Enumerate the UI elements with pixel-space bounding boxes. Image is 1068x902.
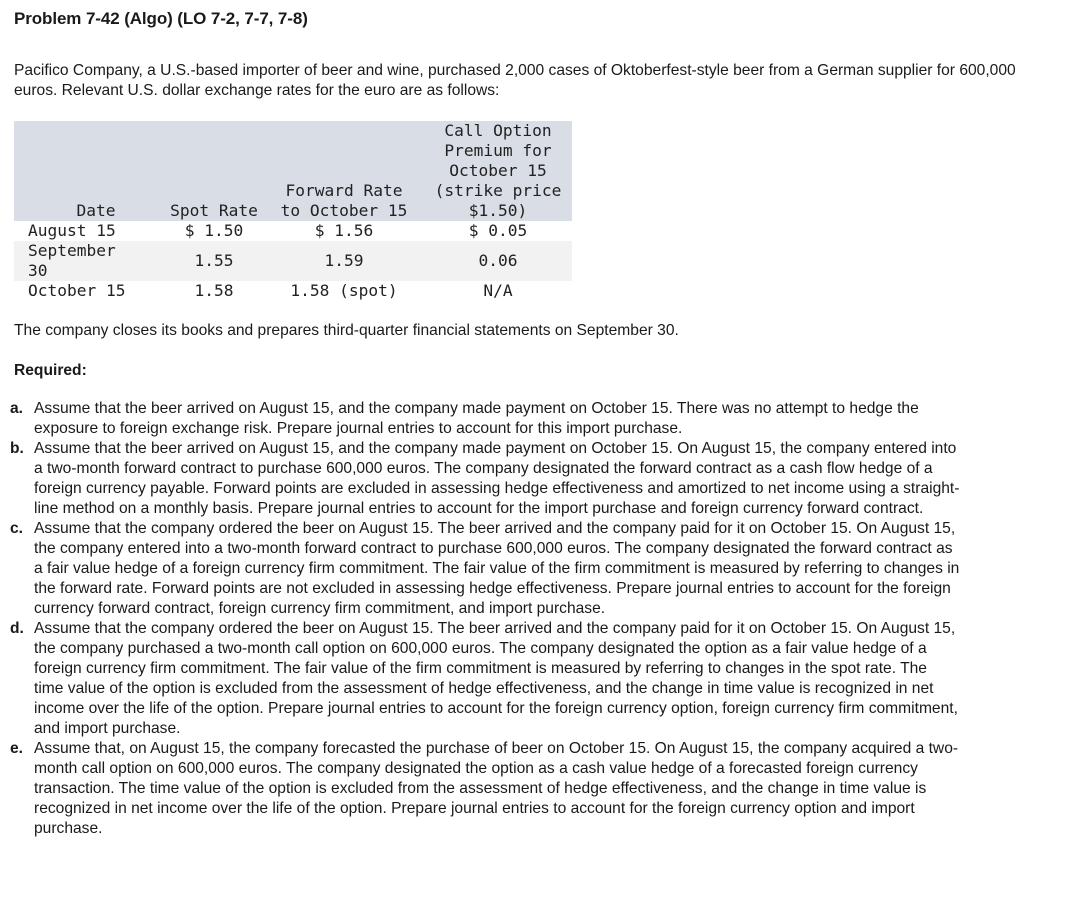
requirement-a [10, 399, 960, 439]
requirement-text: Assume that the beer arrived on August 15, and the company made payment on October 15. On August 15, the company entered into a two-month forward contract to purchase 600,000 euros. The company designated the forward contract as a cash flow hedge of a foreign currency payable. Forward points are excluded in assessing hedge effectiveness and amortized to net income using a straight-line method on a monthly basis. Prepare journal entries to account for the import purchase and foreign currency forward contract. [34, 440, 960, 517]
cell-option: 0.06 [424, 241, 572, 281]
header-date: Date [14, 121, 164, 221]
page-title: Problem 7-42 (Algo) (LO 7-2, 7-7, 7-8) [14, 9, 308, 28]
requirement-c [10, 519, 960, 619]
cell-forward: 1.58 (spot) [290, 281, 398, 300]
cell-date: September 30 [14, 241, 164, 281]
header-spot-rate: Spot Rate [164, 121, 264, 221]
requirement-text: Assume that the beer arrived on August 15, and the company made payment on October 15. There was no attempt to hedge the exposure to foreign exchange risk. Prepare journal entries to account for this import purchase. [34, 400, 919, 437]
requirement-text: Assume that the company ordered the beer on August 15. The beer arrived and the company paid for it on October 15. On August 15, the company purchased a two-month call option on 600,000 euros. The company designated the option as a fair value hedge of a foreign currency firm commitment. The fair value of the firm commitment is measured by referring to changes in the spot rate. The time value of the option is excluded from the assessment of hedge effectiveness, and the change in time value is recognized in net income over the life of the option. Prepare journal entries to account for the foreign currency option, foreign currency firm commitment, and import purchase. [34, 620, 958, 737]
requirement-d [10, 619, 960, 739]
requirement-letter: a. [10, 400, 24, 417]
requirement-text: Assume that, on August 15, the company forecasted the purchase of beer on October 15. On August 15, the company acquired a two-month call option on 600,000 euros. The company designated the option as a cash value hedge of a forecasted foreign currency transaction. The time value of the option is excluded from the assessment of hedge effectiveness, and the change in time value is recognized in net income over the life of the option. Prepare journal entries to account for the foreign currency option and import purchase. [34, 740, 959, 837]
cell-option: N/A [483, 281, 513, 300]
cell-spot: $ 1.50 [184, 221, 244, 240]
exchange-rates-table [14, 121, 572, 301]
requirements-list [10, 399, 960, 839]
closing-statement: The company closes its books and prepares third-quarter financial statements on September 30. [14, 322, 679, 339]
requirement-letter: d. [10, 620, 24, 637]
header-forward-rate: Forward Rate to October 15 [264, 121, 424, 221]
requirement-letter: b. [10, 440, 24, 457]
cell-date: October 15 [28, 281, 126, 300]
cell-forward: $ 1.56 [314, 221, 374, 240]
table-row [14, 241, 572, 281]
requirement-text: Assume that the company ordered the beer on August 15. The beer arrived and the company paid for it on October 15. On August 15, the company entered into a two-month forward contract to purchase 600,000 euros. The company designated the forward contract as a fair value hedge of a foreign currency firm commitment. The fair value of the firm commitment is measured by referring to changes in the forward rate. Forward points are not excluded in assessing hedge effectiveness. Prepare journal entries to account for the foreign currency forward contract, foreign currency firm commitment, and import purchase. [34, 520, 960, 617]
cell-spot: 1.55 [164, 241, 264, 281]
table-row [14, 221, 572, 241]
requirement-e [10, 739, 960, 839]
problem-intro: Pacifico Company, a U.S.-based importer of beer and wine, purchased 2,000 cases of Oktoberfest-style beer from a German supplier for 600,000 euros. Relevant U.S. dollar exchange rates for the euro are as follows: [14, 62, 1016, 99]
requirement-b [10, 439, 960, 519]
table-row [14, 281, 572, 301]
required-label: Required: [14, 362, 87, 379]
requirement-letter: e. [10, 740, 24, 757]
cell-forward: 1.59 [264, 241, 424, 281]
cell-date: August 15 [28, 221, 116, 240]
requirement-letter: c. [10, 520, 24, 537]
header-call-option-premium: Call Option Premium for October 15 (strike price $1.50) [424, 121, 572, 221]
cell-option: $ 0.05 [468, 221, 528, 240]
table-header-row [14, 121, 572, 221]
cell-spot: 1.58 [194, 281, 234, 300]
